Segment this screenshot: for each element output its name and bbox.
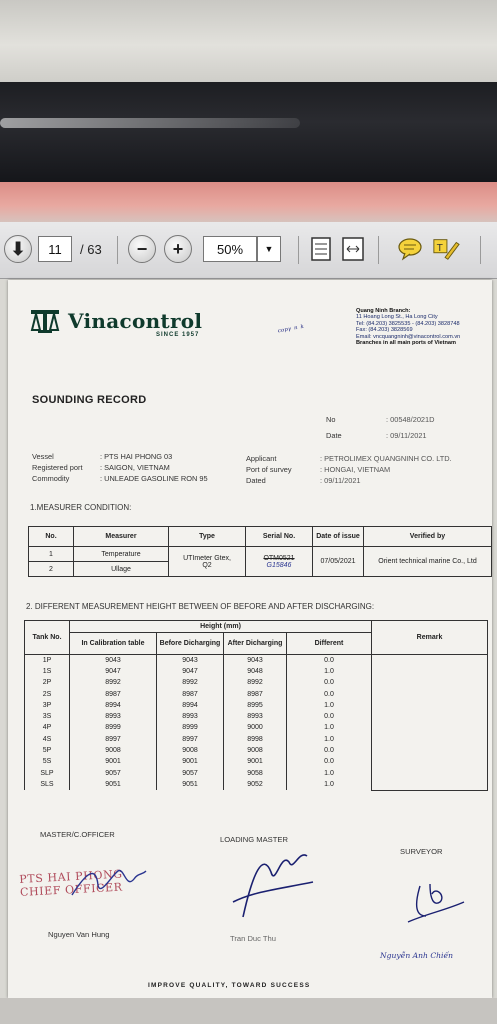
serial-no-2: G15846: [266, 561, 292, 569]
different-value: 1.0: [287, 722, 372, 733]
page-number-input[interactable]: [38, 236, 72, 262]
different-value: 0.0: [287, 711, 372, 722]
fit-page-button[interactable]: [307, 234, 335, 264]
before-value: 9051: [157, 779, 224, 790]
measurer-type-2: Q2: [202, 561, 212, 569]
vinacontrol-emblem-icon: [28, 308, 62, 334]
before-value: 8999: [157, 722, 224, 733]
applicant-label: Applicant: [246, 454, 277, 463]
col-after: After Dicharging: [224, 633, 287, 655]
loading-master-label: LOADING MASTER: [220, 835, 288, 844]
measurer-type-cell: [169, 547, 246, 577]
before-value: 9043: [157, 655, 224, 666]
dated-label: Dated: [246, 476, 266, 485]
comment-button[interactable]: [396, 234, 424, 264]
different-value: 1.0: [287, 779, 372, 790]
after-value: 9052: [224, 779, 287, 790]
different-value: 1.0: [287, 767, 372, 778]
measurer-header-row: [29, 527, 492, 547]
measurer-name: Ullage: [74, 562, 169, 577]
after-value: 8987: [224, 688, 287, 699]
calibration-value: 8993: [70, 711, 157, 722]
after-value: 8993: [224, 711, 287, 722]
background-wall: [0, 0, 497, 82]
port-of-survey-value: : HONGAI, VIETNAM: [320, 465, 391, 474]
vessel-label: Vessel: [32, 452, 54, 461]
branch-email: Email: vncquangninh@vinacontrol.com.vn: [356, 333, 461, 340]
tank-no: 1S: [25, 666, 70, 677]
measurer-table: [28, 526, 492, 577]
tank-no: 3P: [25, 700, 70, 711]
different-value: 1.0: [287, 666, 372, 677]
col-no: No.: [29, 527, 74, 547]
calibration-value: 8992: [70, 677, 157, 688]
loading-master-name: Tran Duc Thu: [230, 934, 277, 943]
before-value: 9057: [157, 767, 224, 778]
tank-no: 4P: [25, 722, 70, 733]
tank-no: 4S: [25, 734, 70, 745]
after-value: 9058: [224, 767, 287, 778]
branch-info: [356, 308, 491, 346]
surveyor-signature: [406, 876, 466, 924]
surveyor-label: SURVEYOR: [400, 847, 443, 856]
after-value: 8992: [224, 677, 287, 688]
next-page-button[interactable]: [4, 235, 32, 263]
date-value: : 09/11/2021: [386, 431, 427, 440]
loading-master-signature: [223, 842, 323, 922]
calibration-value: 9051: [70, 779, 157, 790]
calibration-value: 9008: [70, 745, 157, 756]
col-verified: Verified by: [364, 527, 492, 547]
branch-tel: Tel: (84.203) 3825535 - (84.203) 3828748: [356, 320, 460, 327]
screen-bottom: [0, 998, 497, 1024]
before-value: 8987: [157, 688, 224, 699]
before-value: 8993: [157, 711, 224, 722]
comment-icon: [397, 237, 423, 261]
port-of-survey-label: Port of survey: [246, 465, 292, 474]
tank-no: 1P: [25, 655, 70, 666]
branch-address: 11 Hoang Long St., Ha Long City: [356, 314, 438, 321]
dated-value: : 09/11/2021: [320, 476, 361, 485]
calibration-value: 9057: [70, 767, 157, 778]
tank-no: 5P: [25, 745, 70, 756]
calibration-value: 8997: [70, 734, 157, 745]
different-value: 1.0: [287, 734, 372, 745]
stamp-line-2: CHIEF OFFICER: [19, 880, 123, 899]
fit-width-button[interactable]: [339, 234, 367, 264]
col-measurer: Measurer: [74, 527, 169, 547]
section-height-heading: 2. DIFFERENT MEASUREMENT HEIGHT BETWEEN OF BEFORE AND AFTER DISCHARGING:: [26, 602, 375, 611]
pdf-toolbar: [0, 222, 497, 279]
after-value: 9043: [224, 655, 287, 666]
toolbar-separator: [117, 236, 118, 264]
date-label: Date: [326, 431, 342, 440]
toolbar-separator: [298, 236, 299, 264]
tank-no: SLP: [25, 767, 70, 778]
different-value: 0.0: [287, 688, 372, 699]
calibration-value: 9001: [70, 756, 157, 767]
col-before: Before Dicharging: [157, 633, 224, 655]
height-table: [24, 620, 488, 791]
table-row: [29, 547, 492, 562]
col-remark: Remark: [372, 621, 488, 655]
before-value: 8997: [157, 734, 224, 745]
surveyor-name: Nguyễn Anh Chiến: [380, 951, 454, 960]
tank-rows: [25, 655, 488, 791]
commodity-value: : UNLEADE GASOLINE RON 95: [100, 474, 208, 483]
footer-slogan: IMPROVE QUALITY, TOWARD SUCCESS: [148, 982, 311, 989]
measurer-no: 1: [29, 547, 74, 562]
height-header-row: [25, 621, 488, 633]
after-value: 9008: [224, 745, 287, 756]
calibration-value: 8999: [70, 722, 157, 733]
plus-icon: +: [172, 238, 184, 259]
after-value: 9001: [224, 756, 287, 767]
toolbar-separator: [480, 236, 481, 264]
col-calibration: In Calibration table: [70, 633, 157, 655]
serial-no: OTM0521: [263, 554, 295, 562]
arrow-down-icon: ⬇: [10, 238, 26, 259]
section-measurer-heading: 1.MEASURER CONDITION:: [30, 503, 132, 512]
tank-no: 3S: [25, 711, 70, 722]
fit-width-icon: [341, 236, 365, 262]
col-serial: Serial No.: [246, 527, 313, 547]
commodity-label: Commodity: [32, 474, 70, 483]
before-value: 9008: [157, 745, 224, 756]
calibration-value: 8994: [70, 700, 157, 711]
tank-no: 2P: [25, 677, 70, 688]
after-value: 8998: [224, 734, 287, 745]
registered-port-label: Registered port: [32, 463, 83, 472]
monitor-bezel: [0, 82, 497, 182]
calibration-value: 9047: [70, 666, 157, 677]
handwritten-note: ᶜᵒᵖᵞ ⁿ ᵏ: [277, 323, 305, 339]
branch-name: Quang Ninh Branch:: [356, 308, 411, 314]
page-total: / 63: [80, 242, 102, 257]
fit-page-icon: [310, 236, 332, 262]
date-of-issue: 07/05/2021: [313, 547, 364, 577]
col-tank-no: Tank No.: [25, 621, 70, 655]
measurer-type: UTImeter Gtex,: [183, 554, 231, 562]
verified-by: Orient technical marine Co., Ltd: [364, 547, 492, 577]
before-value: 8992: [157, 677, 224, 688]
svg-text:T: T: [436, 242, 443, 254]
highlight-text-icon: [432, 236, 460, 262]
screen-glare: [0, 118, 300, 128]
calibration-value: 8987: [70, 688, 157, 699]
col-different: Different: [287, 633, 372, 655]
chevron-down-icon: ▼: [264, 244, 274, 254]
col-height-group: Height (mm): [70, 621, 372, 633]
stamp-line-1: PTS HAI PHONG: [19, 867, 123, 886]
branch-network: Branches in all main ports of Vietnam: [356, 340, 456, 347]
master-signature: [68, 865, 148, 901]
branch-fax: Fax: (84.203) 3828569: [356, 327, 413, 334]
page-current: 11: [48, 241, 62, 257]
pdf-page: [8, 280, 492, 998]
document-title: SOUNDING RECORD: [32, 394, 147, 406]
master-name: Nguyen Van Hung: [48, 930, 110, 939]
vessel-value: : PTS HAI PHONG 03: [100, 452, 173, 461]
different-value: 0.0: [287, 677, 372, 688]
different-value: 0.0: [287, 756, 372, 767]
no-value: : 00548/2021D: [386, 415, 435, 424]
tank-no: SLS: [25, 779, 70, 790]
after-value: 8995: [224, 700, 287, 711]
after-value: 9000: [224, 722, 287, 733]
serial-cell: [246, 547, 313, 577]
vinacontrol-logo: [28, 308, 202, 334]
no-label: No: [326, 415, 336, 424]
master-officer-label: MASTER/C.OFFICER: [40, 830, 115, 839]
col-type: Type: [169, 527, 246, 547]
since-label: SINCE 1957: [156, 332, 200, 338]
zoom-dropdown-button[interactable]: [257, 236, 281, 262]
measurer-name: Temperature: [74, 547, 169, 562]
applicant-value: : PETROLIMEX QUANGNINH CO. LTD.: [320, 454, 452, 463]
col-date-issue: Date of issue: [313, 527, 364, 547]
highlight-button[interactable]: [432, 234, 460, 264]
different-value: 0.0: [287, 655, 372, 666]
before-value: 9001: [157, 756, 224, 767]
table-row: [25, 655, 488, 666]
minus-icon: −: [136, 238, 148, 259]
different-value: 1.0: [287, 700, 372, 711]
tank-no: 2S: [25, 688, 70, 699]
calibration-value: 9043: [70, 655, 157, 666]
zoom-input[interactable]: [203, 236, 257, 262]
before-value: 9047: [157, 666, 224, 677]
zoom-out-button[interactable]: [128, 235, 156, 263]
measurer-no: 2: [29, 562, 74, 577]
after-value: 9048: [224, 666, 287, 677]
zoom-in-button[interactable]: [164, 235, 192, 263]
zoom-value: 50%: [216, 241, 244, 257]
tank-no: 5S: [25, 756, 70, 767]
remark-cell: [372, 655, 488, 791]
screen-top-strip: [0, 182, 497, 222]
registered-port-value: : SAIGON, VIETNAM: [100, 463, 170, 472]
brand-name: Vinacontrol: [68, 309, 203, 333]
toolbar-separator: [378, 236, 379, 264]
before-value: 8994: [157, 700, 224, 711]
different-value: 0.0: [287, 745, 372, 756]
